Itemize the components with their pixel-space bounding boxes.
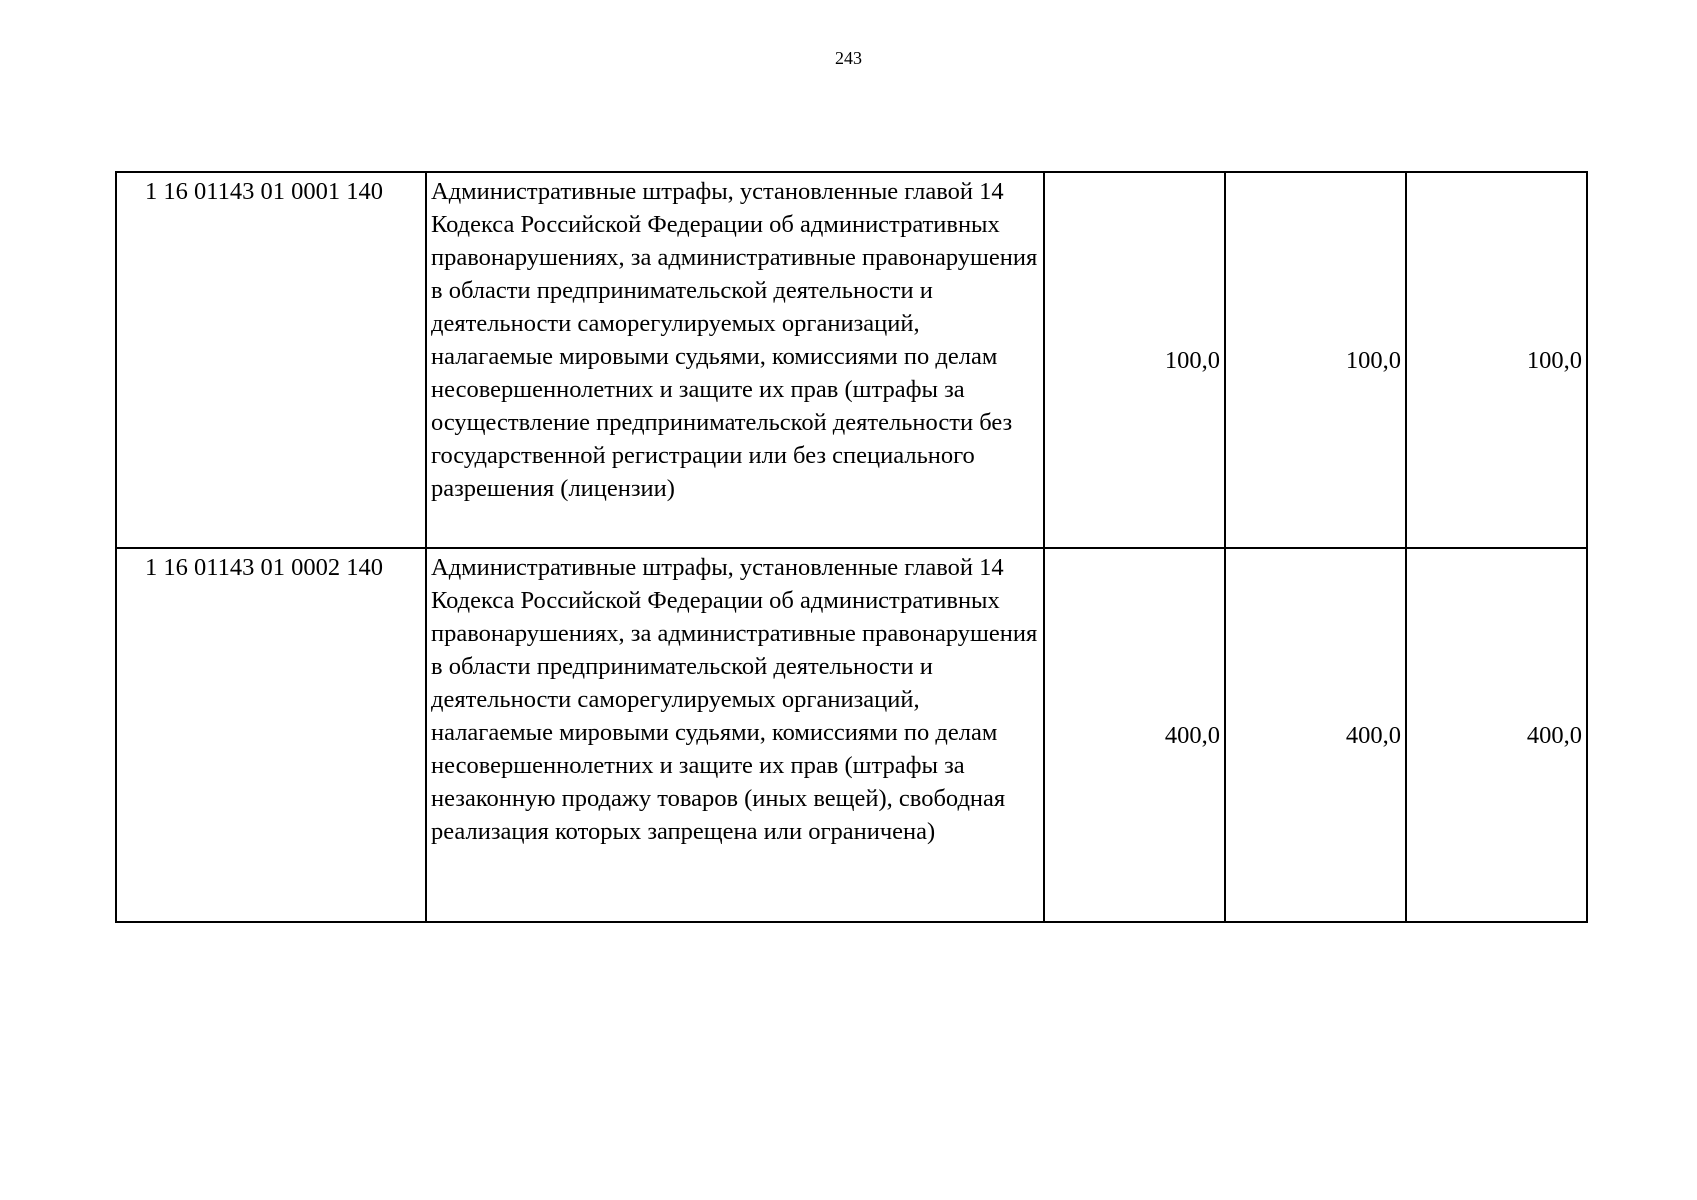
revenue-description: Административные штрафы, установленные главой 14 Кодекса Российской Федерации об административных правонарушениях, за административные правонарушения в области предпринимательской деятельности и деятельности саморегулируемых организаций, налагаемые мировыми судьями, комиссиями по делам несовершеннолетних и защите их прав (штрафы за незаконную продажу товаров (иных вещей), свободная реализация которых запрещена или ограничена) [426, 548, 1044, 922]
amount-year-3: 100,0 [1406, 172, 1587, 548]
table-row [116, 172, 1587, 548]
revenue-description: Административные штрафы, установленные главой 14 Кодекса Российской Федерации об административных правонарушениях, за административные правонарушения в области предпринимательской деятельности и деятельности саморегулируемых организаций, налагаемые мировыми судьями, комиссиями по делам несовершеннолетних и защите их прав (штрафы за осуществление предпринимательской деятельности без государственной регистрации или без специального разрешения (лицензии) [426, 172, 1044, 548]
amount-year-2: 400,0 [1225, 548, 1406, 922]
amount-year-3: 400,0 [1406, 548, 1587, 922]
table-row [116, 548, 1587, 922]
budget-table [115, 171, 1588, 923]
amount-year-1: 400,0 [1044, 548, 1225, 922]
budget-code: 1 16 01143 01 0002 140 [116, 548, 426, 922]
amount-year-2: 100,0 [1225, 172, 1406, 548]
budget-code: 1 16 01143 01 0001 140 [116, 172, 426, 548]
page-number: 243 [835, 48, 862, 68]
amount-year-1: 100,0 [1044, 172, 1225, 548]
